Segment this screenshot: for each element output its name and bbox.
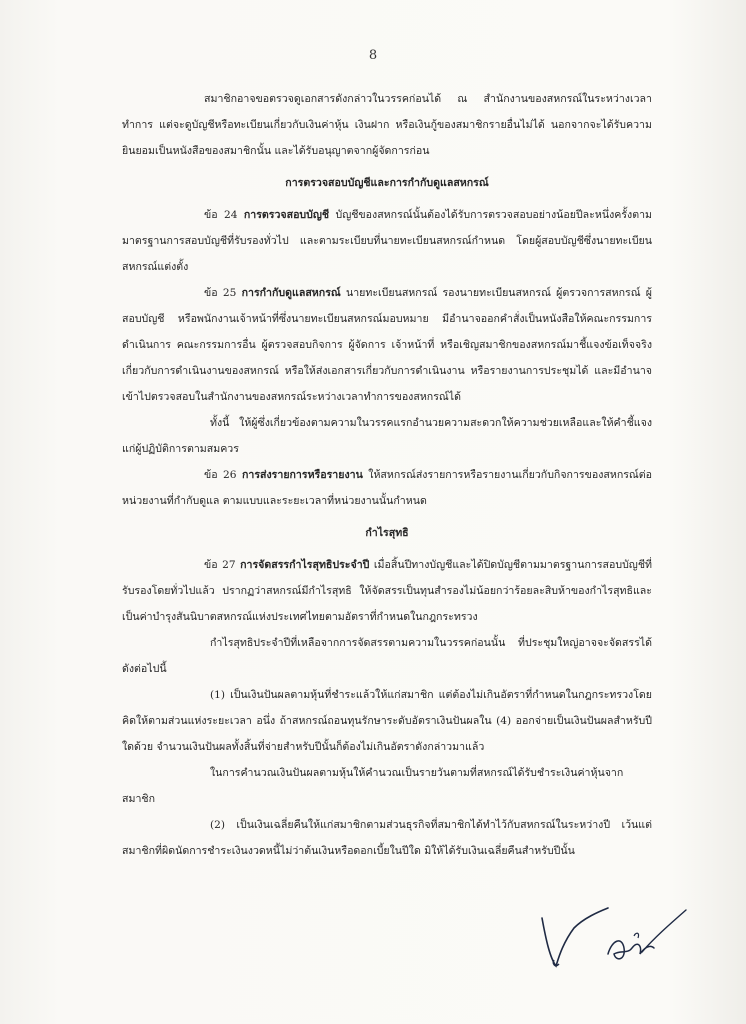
intro-paragraph: สมาชิกอาจขอตรวจดูเอกสารดังกล่าวในวรรคก่อนได้ ณ สำนักงานของสหกรณ์ในระหว่างเวลาทำการ แต่จะดูบัญชีหรือทะเบียนเกี่ยวกับเงินค่าหุ้น เงินฝาก หรือเงินกู้ของสมาชิกรายอื่นไม่ได้ นอกจากจะได้รับความยินยอมเป็นหนังสือของสมาชิกนั้น และได้รับอนุญาตจากผู้จัดการก่อน (122, 93, 652, 157)
clause-25 (122, 280, 652, 410)
clause-25-text: นายทะเบียนสหกรณ์ รองนายทะเบียนสหกรณ์ ผู้ตรวจการสหกรณ์ ผู้สอบบัญชี หรือพนักงานเจ้าหน้าที่ซึ่งนายทะเบียนสหกรณ์มอบหมาย มีอำนาจออกคำสั่งเป็นหนังสือให้คณะกรรมการดำเนินการ คณะกรรมการอื่น ผู้ตรวจสอบกิจการ ผู้จัดการ เจ้าหน้าที่ หรือเชิญสมาชิกของสหกรณ์มาชี้แจงข้อเท็จจริงเกี่ยวกับการดำเนินงานของสหกรณ์ หรือให้ส่งเอกสารเกี่ยวกับการดำเนินงาน หรือรายงานการประชุมได้ และมีอำนาจเข้าไปตรวจสอบในสำนักงานของสหกรณ์ระหว่างเวลาทำการของสหกรณ์ได้ (122, 287, 652, 403)
clause-26-number: ข้อ 26 (204, 469, 237, 481)
clause-25-title: การกำกับดูแลสหกรณ์ (241, 287, 341, 299)
clause-26 (122, 462, 652, 514)
clause-24-text: บัญชีของสหกรณ์นั้นต้องได้รับการตรวจสอบอย่างน้อยปีละหนึ่งครั้งตามมาตรฐานการสอบบัญชีที่รับรองทั่วไป และตามระเบียบที่นายทะเบียนสหกรณ์กำหนด โดยผู้สอบบัญชีซึ่งนายทะเบียนสหกรณ์แต่งตั้ง (122, 209, 653, 273)
section-heading-net-profit: กำไรสุทธิ (365, 527, 409, 539)
clause-27-number: ข้อ 27 (204, 559, 236, 571)
clause-27-item-2: (2) เป็นเงินเฉลี่ยคืนให้แก่สมาชิกตามส่วนธุรกิจที่สมาชิกได้ทำไว้กับสหกรณ์ในระหว่างปี เว้นแต่สมาชิกที่ผิดนัดการชำระเงินงวดหนี้ไม่ว่าต้นเงินหรือดอกเบี้ยในปีใด มิให้ได้รับเงินเฉลี่ยคืนสำหรับปีนั้น (122, 819, 652, 857)
clause-27-item-1-note: ในการคำนวณเงินปันผลตามหุ้นให้คำนวณเป็นรายวันตามที่สหกรณ์ได้รับชำระเงินค่าหุ้นจากสมาชิก (122, 767, 624, 805)
clause-27-text: เมื่อสิ้นปีทางบัญชีและได้ปิดบัญชีตามมาตรฐานการสอบบัญชีที่รับรองโดยทั่วไปแล้ว ปรากฏว่าสหกรณ์มีกำไรสุทธิ ให้จัดสรรเป็นทุนสำรองไม่น้อยกว่าร้อยละสิบห้าของกำไรสุทธิและเป็นค่าบำรุงสันนิบาตสหกรณ์แห่งประเทศไทยตามอัตราที่กำหนดในกฎกระทรวง (122, 559, 652, 623)
page-number: 8 (368, 48, 378, 63)
clause-24-number: ข้อ 24 (204, 209, 238, 221)
clause-26-title: การส่งรายการหรือรายงาน (241, 469, 363, 481)
signature-2-drawing (598, 900, 688, 980)
clause-27 (122, 552, 652, 630)
clause-27-title: การจัดสรรกำไรสุทธิประจำปี (240, 559, 370, 571)
clause-24 (122, 202, 652, 280)
clause-24-title: การตรวจสอบบัญชี (243, 209, 330, 221)
section-heading-audit: การตรวจสอบบัญชีและการกำกับดูแลสหกรณ์ (285, 177, 489, 189)
clause-25-note: ทั้งนี้ ให้ผู้ซึ่งเกี่ยวข้องตามความในวรรคแรกอำนวยความสะดวกให้ความช่วยเหลือและให้คำชี้แจงแก่ผู้ปฏิบัติการตามสมควร (122, 417, 652, 455)
clause-26-text: ให้สหกรณ์ส่งรายการหรือรายงานเกี่ยวกับกิจการของสหกรณ์ต่อหน่วยงานที่กำกับดูแล ตามแบบและระยะเวลาที่หน่วยงานนั้นกำหนด (122, 469, 653, 507)
document-body (122, 86, 652, 864)
signature-mark-2 (598, 900, 688, 980)
clause-27-item-1: (1) เป็นเงินปันผลตามหุ้นที่ชำระแล้วให้แก่สมาชิก แต่ต้องไม่เกินอัตราที่กำหนดในกฎกระทรวงโดยคิดให้ตามส่วนแห่งระยะเวลา อนึ่ง ถ้าสหกรณ์ถอนทุนรักษาระดับอัตราเงินปันผลใน (4) ออกจ่ายเป็นเงินปันผลสำหรับปีใดด้วย จำนวนเงินปันผลทั้งสิ้นที่จ่ายสำหรับปีนั้นก็ต้องไม่เกินอัตราดังกล่าวมาแล้ว (122, 689, 652, 753)
clause-25-number: ข้อ 25 (204, 287, 237, 299)
clause-27-para-2: กำไรสุทธิประจำปีที่เหลือจากการจัดสรรตามความในวรรคก่อนนั้น ที่ประชุมใหญ่อาจจะจัดสรรได้ดังต่อไปนี้ (122, 637, 652, 675)
